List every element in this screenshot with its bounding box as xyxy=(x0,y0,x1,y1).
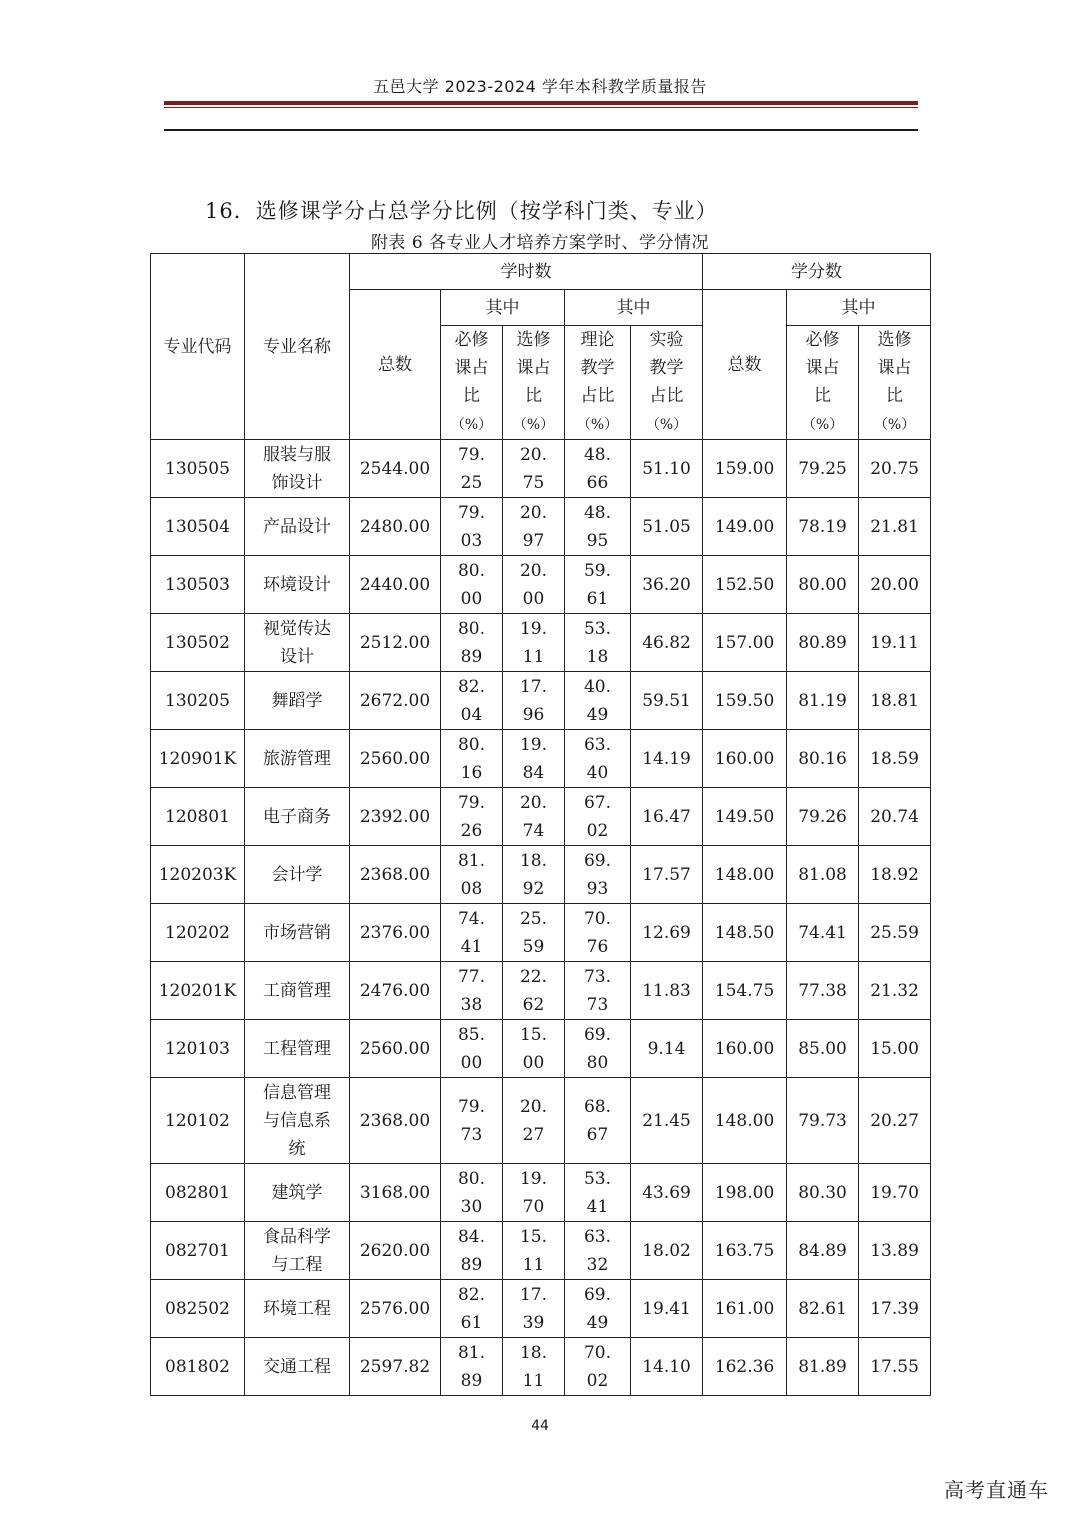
cell-lab-ratio: 36.20 xyxy=(631,556,703,614)
cell-lab-ratio: 59.51 xyxy=(631,672,703,730)
cell-name: 工程管理 xyxy=(245,1020,350,1078)
cell-elective-ratio: 20.74 xyxy=(503,788,565,846)
cell-lab-ratio: 51.10 xyxy=(631,440,703,498)
header-credits-group: 学分数 xyxy=(703,254,931,290)
cell-hours-total: 3168.00 xyxy=(350,1164,441,1222)
cell-theory-ratio: 53.18 xyxy=(565,614,631,672)
table-row xyxy=(151,556,931,614)
cell-required-ratio: 80.89 xyxy=(441,614,503,672)
cell-hours-total: 2620.00 xyxy=(350,1222,441,1280)
cell-credits-elective-ratio: 18.59 xyxy=(859,730,931,788)
cell-lab-ratio: 14.10 xyxy=(631,1338,703,1396)
cell-name: 会计学 xyxy=(245,846,350,904)
cell-credits-total: 148.00 xyxy=(703,846,787,904)
cell-name: 食品科学与工程 xyxy=(245,1222,350,1280)
header-rule-thick xyxy=(164,101,918,105)
cell-elective-ratio: 19.70 xyxy=(503,1164,565,1222)
cell-name: 交通工程 xyxy=(245,1338,350,1396)
cell-credits-elective-ratio: 15.00 xyxy=(859,1020,931,1078)
cell-required-ratio: 84.89 xyxy=(441,1222,503,1280)
cell-credits-elective-ratio: 25.59 xyxy=(859,904,931,962)
cell-credits-total: 198.00 xyxy=(703,1164,787,1222)
cell-credits-elective-ratio: 17.39 xyxy=(859,1280,931,1338)
cell-theory-ratio: 48.95 xyxy=(565,498,631,556)
cell-lab-ratio: 17.57 xyxy=(631,846,703,904)
cell-required-ratio: 80.30 xyxy=(441,1164,503,1222)
cell-code: 120102 xyxy=(151,1078,245,1164)
section-title: 16．选修课学分占总学分比例（按学科门类、专业） xyxy=(205,199,718,223)
cell-credits-total: 148.00 xyxy=(703,1078,787,1164)
cell-credits-total: 149.00 xyxy=(703,498,787,556)
table-row xyxy=(151,962,931,1020)
cell-required-ratio: 85.00 xyxy=(441,1020,503,1078)
cell-hours-total: 2597.82 xyxy=(350,1338,441,1396)
cell-credits-required-ratio: 81.19 xyxy=(787,672,859,730)
cell-hours-total: 2392.00 xyxy=(350,788,441,846)
header-rule-thin xyxy=(164,107,918,108)
cell-credits-required-ratio: 81.08 xyxy=(787,846,859,904)
cell-credits-required-ratio: 82.61 xyxy=(787,1280,859,1338)
cell-credits-required-ratio: 84.89 xyxy=(787,1222,859,1280)
cell-credits-required-ratio: 80.89 xyxy=(787,614,859,672)
cell-lab-ratio: 9.14 xyxy=(631,1020,703,1078)
cell-credits-elective-ratio: 19.11 xyxy=(859,614,931,672)
cell-credits-elective-ratio: 19.70 xyxy=(859,1164,931,1222)
cell-credits-elective-ratio: 18.81 xyxy=(859,672,931,730)
cell-lab-ratio: 18.02 xyxy=(631,1222,703,1280)
cell-theory-ratio: 68.67 xyxy=(565,1078,631,1164)
cell-name: 环境设计 xyxy=(245,556,350,614)
cell-lab-ratio: 12.69 xyxy=(631,904,703,962)
cell-credits-elective-ratio: 20.75 xyxy=(859,440,931,498)
page-number: 44 xyxy=(531,1418,549,1434)
cell-code: 120801 xyxy=(151,788,245,846)
cell-code: 082502 xyxy=(151,1280,245,1338)
cell-code: 120201K xyxy=(151,962,245,1020)
header-credits-required-ratio: 必修课占比（%） xyxy=(787,326,859,440)
cell-credits-required-ratio: 80.16 xyxy=(787,730,859,788)
header-name: 专业名称 xyxy=(245,254,350,440)
cell-required-ratio: 77.38 xyxy=(441,962,503,1020)
cell-name: 服装与服饰设计 xyxy=(245,440,350,498)
watermark-text: 高考直通车 xyxy=(944,1478,1049,1502)
cell-required-ratio: 81.89 xyxy=(441,1338,503,1396)
cell-hours-total: 2544.00 xyxy=(350,440,441,498)
cell-name: 电子商务 xyxy=(245,788,350,846)
cell-code: 130503 xyxy=(151,556,245,614)
cell-theory-ratio: 67.02 xyxy=(565,788,631,846)
cell-hours-total: 2368.00 xyxy=(350,1078,441,1164)
header-required-ratio: 必修课占比 （%） xyxy=(441,326,503,440)
cell-name: 环境工程 xyxy=(245,1280,350,1338)
cell-lab-ratio: 11.83 xyxy=(631,962,703,1020)
cell-name: 工商管理 xyxy=(245,962,350,1020)
cell-theory-ratio: 69.80 xyxy=(565,1020,631,1078)
cell-credits-total: 162.36 xyxy=(703,1338,787,1396)
table-row xyxy=(151,1078,931,1164)
cell-lab-ratio: 43.69 xyxy=(631,1164,703,1222)
table-row xyxy=(151,730,931,788)
cell-code: 120202 xyxy=(151,904,245,962)
cell-hours-total: 2672.00 xyxy=(350,672,441,730)
cell-credits-required-ratio: 77.38 xyxy=(787,962,859,1020)
cell-theory-ratio: 70.02 xyxy=(565,1338,631,1396)
cell-required-ratio: 79.25 xyxy=(441,440,503,498)
table-row xyxy=(151,904,931,962)
cell-code: 130505 xyxy=(151,440,245,498)
cell-credits-total: 160.00 xyxy=(703,1020,787,1078)
header-theory-ratio: 理论教学占比 （%） xyxy=(565,326,631,440)
cell-credits-total: 154.75 xyxy=(703,962,787,1020)
cell-code: 082801 xyxy=(151,1164,245,1222)
cell-lab-ratio: 19.41 xyxy=(631,1280,703,1338)
cell-elective-ratio: 15.00 xyxy=(503,1020,565,1078)
cell-lab-ratio: 21.45 xyxy=(631,1078,703,1164)
cell-name: 舞蹈学 xyxy=(245,672,350,730)
table-row xyxy=(151,1280,931,1338)
cell-lab-ratio: 51.05 xyxy=(631,498,703,556)
cell-name: 产品设计 xyxy=(245,498,350,556)
cell-credits-required-ratio: 79.26 xyxy=(787,788,859,846)
cell-hours-total: 2576.00 xyxy=(350,1280,441,1338)
cell-theory-ratio: 70.76 xyxy=(565,904,631,962)
cell-credits-elective-ratio: 17.55 xyxy=(859,1338,931,1396)
table-row xyxy=(151,440,931,498)
cell-code: 130502 xyxy=(151,614,245,672)
cell-name: 旅游管理 xyxy=(245,730,350,788)
cell-credits-total: 159.00 xyxy=(703,440,787,498)
cell-credits-required-ratio: 79.73 xyxy=(787,1078,859,1164)
cell-code: 130205 xyxy=(151,672,245,730)
cell-required-ratio: 79.03 xyxy=(441,498,503,556)
cell-required-ratio: 74.41 xyxy=(441,904,503,962)
cell-elective-ratio: 17.96 xyxy=(503,672,565,730)
header-lab-ratio: 实验教学占比 （%） xyxy=(631,326,703,440)
cell-elective-ratio: 25.59 xyxy=(503,904,565,962)
cell-theory-ratio: 48.66 xyxy=(565,440,631,498)
cell-elective-ratio: 19.11 xyxy=(503,614,565,672)
cell-code: 081802 xyxy=(151,1338,245,1396)
cell-hours-total: 2476.00 xyxy=(350,962,441,1020)
table-row xyxy=(151,672,931,730)
cell-required-ratio: 79.73 xyxy=(441,1078,503,1164)
cell-hours-total: 2368.00 xyxy=(350,846,441,904)
header-credits-of-which: 其中 xyxy=(787,290,931,326)
cell-code: 120901K xyxy=(151,730,245,788)
table-row xyxy=(151,846,931,904)
major-hours-credits-table xyxy=(150,253,931,1396)
header-hours-group: 学时数 xyxy=(350,254,703,290)
cell-credits-total: 148.50 xyxy=(703,904,787,962)
cell-elective-ratio: 15.11 xyxy=(503,1222,565,1280)
cell-hours-total: 2512.00 xyxy=(350,614,441,672)
cell-name: 建筑学 xyxy=(245,1164,350,1222)
header-hours-total: 总数 xyxy=(350,290,441,440)
cell-required-ratio: 80.16 xyxy=(441,730,503,788)
cell-elective-ratio: 17.39 xyxy=(503,1280,565,1338)
cell-elective-ratio: 22.62 xyxy=(503,962,565,1020)
cell-credits-elective-ratio: 20.27 xyxy=(859,1078,931,1164)
cell-credits-total: 161.00 xyxy=(703,1280,787,1338)
cell-credits-total: 163.75 xyxy=(703,1222,787,1280)
header-credits-elective-ratio: 选修课占比（%） xyxy=(859,326,931,440)
cell-lab-ratio: 46.82 xyxy=(631,614,703,672)
cell-credits-required-ratio: 81.89 xyxy=(787,1338,859,1396)
cell-elective-ratio: 18.11 xyxy=(503,1338,565,1396)
cell-required-ratio: 82.04 xyxy=(441,672,503,730)
cell-lab-ratio: 16.47 xyxy=(631,788,703,846)
cell-credits-elective-ratio: 13.89 xyxy=(859,1222,931,1280)
cell-hours-total: 2480.00 xyxy=(350,498,441,556)
header-credits-total: 总数 xyxy=(703,290,787,440)
cell-theory-ratio: 63.40 xyxy=(565,730,631,788)
cell-name: 视觉传达设计 xyxy=(245,614,350,672)
cell-name: 市场营销 xyxy=(245,904,350,962)
cell-required-ratio: 80.00 xyxy=(441,556,503,614)
cell-credits-elective-ratio: 21.81 xyxy=(859,498,931,556)
cell-credits-elective-ratio: 20.74 xyxy=(859,788,931,846)
header-hours-of-which-course: 其中 xyxy=(441,290,565,326)
cell-credits-required-ratio: 74.41 xyxy=(787,904,859,962)
table-row xyxy=(151,1020,931,1078)
cell-elective-ratio: 20.75 xyxy=(503,440,565,498)
cell-code: 130504 xyxy=(151,498,245,556)
cell-hours-total: 2560.00 xyxy=(350,1020,441,1078)
cell-lab-ratio: 14.19 xyxy=(631,730,703,788)
header-rule-bottom xyxy=(164,129,918,131)
cell-required-ratio: 81.08 xyxy=(441,846,503,904)
cell-required-ratio: 79.26 xyxy=(441,788,503,846)
header-hours-of-which-teaching: 其中 xyxy=(565,290,703,326)
cell-theory-ratio: 63.32 xyxy=(565,1222,631,1280)
table-row xyxy=(151,1338,931,1396)
cell-credits-elective-ratio: 20.00 xyxy=(859,556,931,614)
cell-theory-ratio: 73.73 xyxy=(565,962,631,1020)
table-row xyxy=(151,614,931,672)
cell-hours-total: 2440.00 xyxy=(350,556,441,614)
cell-elective-ratio: 20.27 xyxy=(503,1078,565,1164)
cell-code: 082701 xyxy=(151,1222,245,1280)
cell-credits-total: 152.50 xyxy=(703,556,787,614)
cell-credits-elective-ratio: 18.92 xyxy=(859,846,931,904)
cell-theory-ratio: 69.93 xyxy=(565,846,631,904)
report-header-title: 五邑大学 2023-2024 学年本科教学质量报告 xyxy=(373,77,707,96)
table-caption: 附表 6 各专业人才培养方案学时、学分情况 xyxy=(370,233,710,253)
cell-code: 120203K xyxy=(151,846,245,904)
cell-credits-required-ratio: 80.30 xyxy=(787,1164,859,1222)
table-row xyxy=(151,788,931,846)
cell-elective-ratio: 18.92 xyxy=(503,846,565,904)
cell-required-ratio: 82.61 xyxy=(441,1280,503,1338)
cell-theory-ratio: 59.61 xyxy=(565,556,631,614)
cell-elective-ratio: 20.00 xyxy=(503,556,565,614)
cell-credits-required-ratio: 80.00 xyxy=(787,556,859,614)
cell-credits-total: 160.00 xyxy=(703,730,787,788)
table-row xyxy=(151,1164,931,1222)
header-elective-ratio: 选修课占比 （%） xyxy=(503,326,565,440)
cell-credits-total: 149.50 xyxy=(703,788,787,846)
cell-theory-ratio: 53.41 xyxy=(565,1164,631,1222)
table-row xyxy=(151,1222,931,1280)
cell-name: 信息管理与信息系统 xyxy=(245,1078,350,1164)
cell-credits-total: 157.00 xyxy=(703,614,787,672)
cell-credits-total: 159.50 xyxy=(703,672,787,730)
cell-hours-total: 2376.00 xyxy=(350,904,441,962)
cell-credits-elective-ratio: 21.32 xyxy=(859,962,931,1020)
cell-credits-required-ratio: 79.25 xyxy=(787,440,859,498)
cell-theory-ratio: 69.49 xyxy=(565,1280,631,1338)
cell-credits-required-ratio: 85.00 xyxy=(787,1020,859,1078)
table-row xyxy=(151,498,931,556)
header-code: 专业代码 xyxy=(151,254,245,440)
cell-code: 120103 xyxy=(151,1020,245,1078)
cell-hours-total: 2560.00 xyxy=(350,730,441,788)
cell-elective-ratio: 20.97 xyxy=(503,498,565,556)
cell-theory-ratio: 40.49 xyxy=(565,672,631,730)
cell-elective-ratio: 19.84 xyxy=(503,730,565,788)
cell-credits-required-ratio: 78.19 xyxy=(787,498,859,556)
